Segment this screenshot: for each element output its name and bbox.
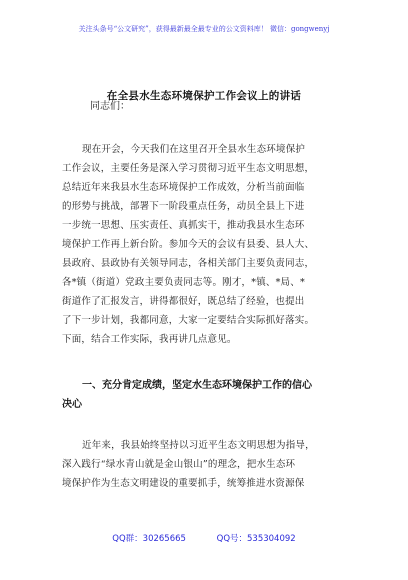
paragraph-line: 县政府、县政协有关领导同志，各相关部门主要负责同志，	[62, 258, 315, 269]
document-title: 在全县水生态环境保护工作会议上的讲话	[106, 90, 302, 102]
footer-qq-group: QQ群：30265665	[112, 534, 186, 544]
paragraph-2	[62, 436, 352, 493]
section-heading-line: 一、充分肯定成绩，坚定水生态环境保护工作的信心	[82, 380, 312, 391]
section-heading-line: 决心	[62, 399, 82, 410]
paragraph-line: 境保护工作再上新台阶。参加今天的会议有县委、县人大、	[62, 239, 315, 250]
paragraph-line: 近年来，我县始终坚持以习近平生态文明思想为指导，	[82, 440, 315, 451]
greeting: 同志们：	[90, 101, 130, 112]
paragraph-line: 一步统一思想、压实责任、真抓实干，推动我县水生态环	[62, 220, 305, 231]
paragraph-line: 了下一步计划，我都同意，大家一定要结合实际抓好落实。	[62, 315, 315, 326]
paragraph-line: 深入践行“绿水青山就是金山银山”的理念，把水生态环	[62, 459, 296, 470]
footer-qq-number: QQ号：535304092	[216, 534, 296, 544]
header-notice: 关注头条号“公文研究”，获得最新最全最专业的公文资料库！ 微信：gongwenyj	[78, 25, 330, 33]
paragraph-line: 街道作了汇报发言，讲得都很好，既总结了经验，也提出	[62, 296, 305, 307]
footer-contact	[0, 532, 408, 544]
paragraph-line: 各*镇（街道）党政主要负责同志等。刚才，*镇、*局、*	[62, 277, 305, 288]
section-heading-1	[62, 376, 352, 414]
paragraph-line: 现在开会，今天我们在这里召开全县水生态环境保护	[82, 144, 306, 155]
paragraph-line: 的形势与挑战，部署下一阶段重点任务，动员全县上下进	[62, 201, 305, 212]
paragraph-line: 总结近年来我县水生态环境保护工作成效，分析当前面临	[62, 182, 305, 193]
paragraph-line: 下面，结合工作实际，我再讲几点意见。	[62, 334, 237, 345]
paragraph-1	[62, 140, 352, 349]
paragraph-line: 工作会议，主要任务是深入学习贯彻习近平生态文明思想，	[62, 163, 315, 174]
paragraph-line: 境保护作为生态文明建设的重要抓手，统筹推进水资源保	[62, 478, 305, 489]
